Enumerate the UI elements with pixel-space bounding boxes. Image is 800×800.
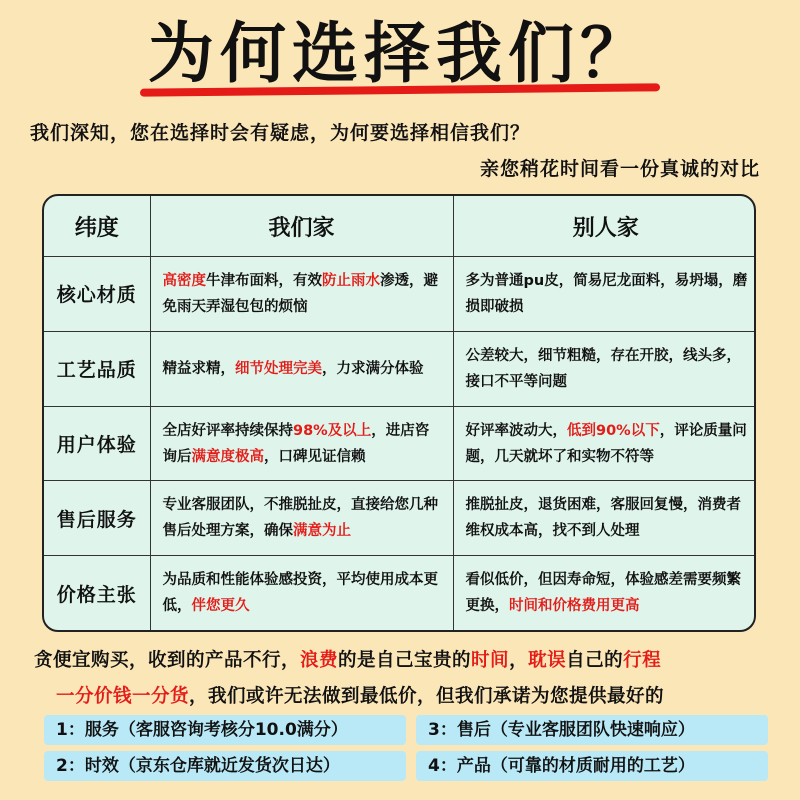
body-text: 全店好评率持续保持 — [162, 422, 293, 439]
ours-cell — [150, 481, 453, 556]
intro-line-2: 亲您稍花时间看一份真诚的对比 — [479, 158, 760, 180]
table-row — [44, 406, 756, 481]
highlight-text: 满意为止 — [293, 523, 351, 540]
body-text: 精益求精， — [162, 360, 235, 377]
table-row — [44, 481, 756, 556]
promise-pill-aftersales: 3：售后（专业客服团队快速响应） — [416, 715, 768, 745]
title-area — [0, 6, 800, 96]
body-text: ， — [509, 650, 529, 671]
table-header-row — [44, 196, 756, 257]
body-text: 公差较大，细节粗糙，存在开胶，线头多，接口不平等问题 — [465, 347, 741, 390]
header-others: 别人家 — [453, 196, 756, 257]
body-text: 专业客服团队，不推脱扯皮，直接给您几种售后处理方案，确保 — [162, 497, 438, 540]
body-text: ，口碑见证信赖 — [264, 448, 366, 465]
ours-cell — [150, 257, 453, 332]
body-text: ，我们或许无法做到最低价，但我们承诺为您提供最好的 — [189, 686, 665, 707]
highlight-text: 98%及以上 — [293, 422, 372, 439]
highlight-text: 满意度极高 — [191, 448, 264, 465]
body-text: ，进店咨询后 — [162, 422, 430, 465]
row-dimension: 价格主张 — [44, 556, 150, 630]
table-row — [44, 257, 756, 332]
highlight-text: 防止雨水 — [322, 272, 380, 289]
body-text: 自己的 — [566, 650, 624, 671]
body-text: 推脱扯皮，退货困难，客服回复慢，消费者维权成本高，找不到人处理 — [465, 497, 741, 540]
others-cell — [453, 556, 756, 630]
highlight-text: 浪费 — [300, 650, 339, 671]
highlight-text: 高密度 — [162, 272, 206, 289]
row-dimension: 工艺品质 — [44, 331, 150, 406]
body-text: ，力求满分体验 — [322, 360, 424, 377]
body-text: 好评率波动大， — [465, 422, 567, 439]
body-text: ，评论质量问题，几天就坏了和实物不符等 — [465, 422, 747, 465]
body-text: 多为普通pu皮，简易尼龙面料，易坍塌，磨损即破损 — [465, 272, 748, 315]
highlight-text: 细节处理完美 — [235, 360, 322, 377]
bottom-line-2 — [56, 682, 776, 708]
body-text: 为品质和性能体验感投资，平均使用成本更低， — [162, 572, 438, 615]
table-row — [44, 331, 756, 406]
body-text: 看似低价，但因寿命短，体验感差需要频繁更换， — [465, 572, 741, 615]
highlight-text: 时间和价格费用更高 — [509, 598, 640, 615]
ours-cell — [150, 331, 453, 406]
highlight-text: 耽误 — [528, 650, 567, 671]
others-cell — [453, 406, 756, 481]
others-cell — [453, 481, 756, 556]
ours-cell — [150, 556, 453, 630]
ours-cell — [150, 406, 453, 481]
row-dimension: 售后服务 — [44, 481, 150, 556]
promise-pill-service: 1：服务（客服咨询考核分10.0满分） — [44, 715, 406, 745]
body-text: 的是自己宝贵的 — [338, 650, 472, 671]
row-dimension: 用户体验 — [44, 406, 150, 481]
highlight-text: 时间 — [471, 650, 510, 671]
body-text: 贪便宜购买，收到的产品不行， — [34, 650, 301, 671]
header-ours: 我们家 — [150, 196, 453, 257]
promise-pill-product: 4：产品（可靠的材质耐用的工艺） — [416, 751, 768, 781]
comparison-table — [42, 194, 756, 632]
highlight-text: 行程 — [623, 650, 662, 671]
bottom-line-1 — [34, 646, 774, 672]
others-cell — [453, 331, 756, 406]
page-title: 为何选择我们？ — [148, 15, 652, 92]
body-text: 牛津布面料，有效 — [206, 272, 322, 289]
others-cell — [453, 257, 756, 332]
row-dimension: 核心材质 — [44, 257, 150, 332]
highlight-text: 一分价钱一分货 — [56, 686, 190, 707]
intro-line-1: 我们深知，您在选择时会有疑虑，为何要选择相信我们？ — [30, 122, 531, 144]
body-text: 渗透，避免雨天弄湿包包的烦恼 — [162, 272, 438, 315]
highlight-text: 低到90%以下 — [567, 422, 660, 439]
header-dimension: 纬度 — [44, 196, 150, 257]
promise-pill-delivery: 2：时效（京东仓库就近发货次日达） — [44, 751, 406, 781]
table-row — [44, 556, 756, 630]
highlight-text: 伴您更久 — [191, 598, 250, 615]
